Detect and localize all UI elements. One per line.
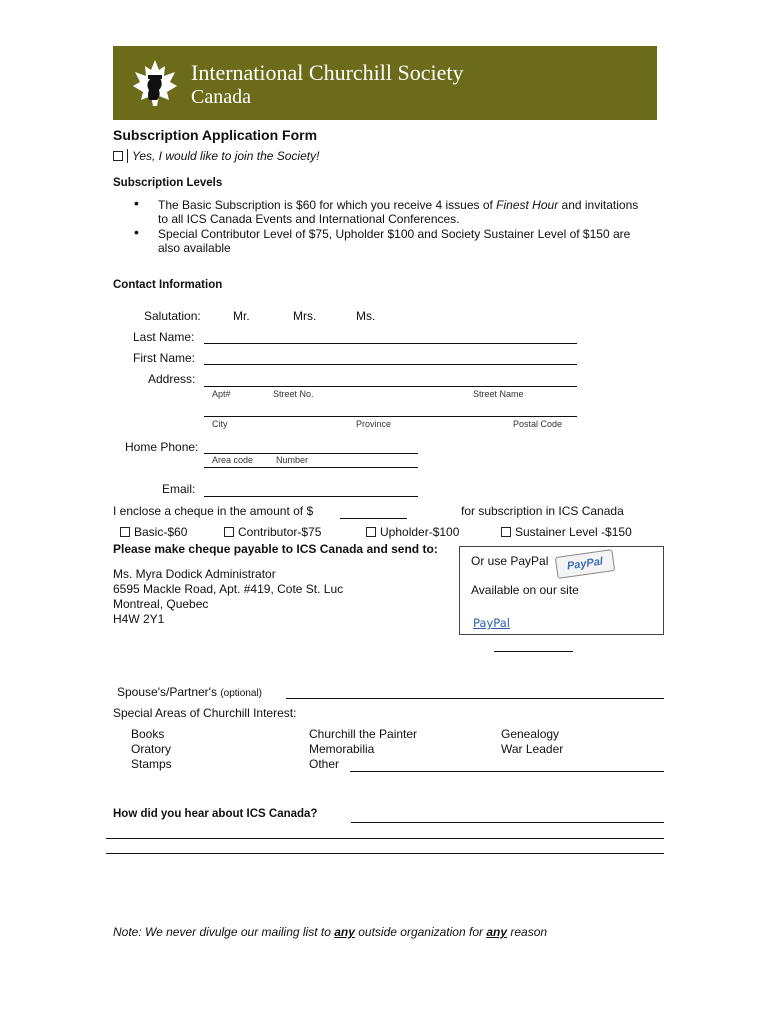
join-checkbox-row[interactable] bbox=[113, 149, 319, 163]
payable-instructions: Please make cheque payable to ICS Canada and send to: bbox=[113, 542, 438, 556]
apt-caption: Apt# bbox=[212, 389, 231, 399]
level-basic-line2: to all ICS Canada Events and International Conferences. bbox=[158, 212, 460, 226]
mailing-address-line: Ms. Myra Dodick Administrator bbox=[113, 567, 276, 581]
join-checkbox[interactable] bbox=[113, 151, 123, 161]
spouse-label: Spouse's/Partner's (optional) bbox=[117, 685, 263, 699]
paypal-box bbox=[459, 546, 664, 635]
province-caption: Province bbox=[356, 419, 392, 429]
salutation-ms[interactable]: Ms. bbox=[356, 309, 376, 323]
mailing-address-line: Montreal, Quebec bbox=[113, 597, 209, 611]
banner-title: International Churchill Society bbox=[191, 60, 464, 85]
level-special-line2: also available bbox=[158, 241, 231, 255]
first-name-field[interactable] bbox=[204, 364, 577, 365]
signature-line[interactable] bbox=[494, 651, 573, 652]
paypal-logo-icon: PayPal bbox=[555, 549, 615, 579]
address-street-field[interactable] bbox=[204, 386, 577, 387]
contact-heading: Contact Information bbox=[113, 279, 223, 291]
bullet-icon: • bbox=[134, 195, 139, 211]
interest-oratory[interactable]: Oratory bbox=[131, 742, 172, 756]
paypal-available-text: Available on our site bbox=[471, 583, 579, 597]
join-label: Yes, I would like to join the Society! bbox=[132, 149, 320, 163]
salutation-label: Salutation: bbox=[144, 309, 201, 323]
option-basic[interactable]: Basic-$60 bbox=[120, 525, 187, 539]
option-basic-checkbox[interactable] bbox=[120, 527, 130, 537]
hear-label: How did you hear about ICS Canada? bbox=[113, 808, 318, 820]
option-sustainer[interactable]: Sustainer Level -$150 bbox=[501, 525, 632, 539]
paypal-prompt: Or use PayPal bbox=[471, 554, 549, 568]
interest-books[interactable]: Books bbox=[131, 727, 165, 741]
option-sustainer-checkbox[interactable] bbox=[501, 527, 511, 537]
cheque-amount-field[interactable] bbox=[340, 518, 407, 519]
hear-field-line3[interactable] bbox=[106, 853, 664, 854]
interest-label: Special Areas of Churchill Interest: bbox=[113, 706, 297, 720]
first-name-label: First Name: bbox=[133, 351, 196, 365]
form-title: Subscription Application Form bbox=[113, 127, 318, 143]
option-upholder-checkbox[interactable] bbox=[366, 527, 376, 537]
interest-stamps[interactable]: Stamps bbox=[131, 757, 172, 771]
option-contributor[interactable]: Contributor-$75 bbox=[224, 525, 321, 539]
city-caption: City bbox=[212, 419, 228, 429]
banner-subtitle: Canada bbox=[191, 86, 251, 108]
home-phone-field[interactable] bbox=[204, 453, 418, 454]
privacy-note: Note: We never divulge our mailing list to any outside organization for any reason bbox=[113, 925, 548, 939]
mailing-address-line: H4W 2Y1 bbox=[113, 612, 165, 626]
number-caption: Number bbox=[276, 455, 309, 465]
mailing-address-line: 6595 Mackle Road, Apt. #419, Cote St. Luc bbox=[113, 582, 344, 596]
subscription-levels-heading: Subscription Levels bbox=[113, 177, 223, 189]
cheque-post-label: for subscription in ICS Canada bbox=[461, 504, 624, 518]
last-name-label: Last Name: bbox=[133, 330, 195, 344]
salutation-mrs[interactable]: Mrs. bbox=[293, 309, 317, 323]
interest-painter[interactable]: Churchill the Painter bbox=[309, 727, 418, 741]
address-label: Address: bbox=[148, 372, 196, 386]
email-label: Email: bbox=[162, 482, 196, 496]
hear-field-line2[interactable] bbox=[106, 838, 664, 839]
interest-war-leader[interactable]: War Leader bbox=[501, 742, 564, 756]
last-name-field[interactable] bbox=[204, 343, 577, 344]
street-no-caption: Street No. bbox=[273, 389, 314, 399]
option-contributor-checkbox[interactable] bbox=[224, 527, 234, 537]
paypal-link[interactable]: PayPal bbox=[473, 616, 510, 630]
header-banner bbox=[113, 46, 657, 120]
street-name-caption: Street Name bbox=[473, 389, 524, 399]
spouse-field[interactable] bbox=[286, 698, 664, 699]
address-city-field[interactable] bbox=[204, 416, 577, 417]
churchill-maple-leaf-logo bbox=[131, 58, 179, 108]
interest-genealogy[interactable]: Genealogy bbox=[501, 727, 560, 741]
interest-other-field[interactable] bbox=[350, 771, 664, 772]
level-special-line1: Special Contributor Level of $75, Upholder $100 and Society Sustainer Level of $150 are bbox=[158, 227, 631, 241]
level-basic-line1: The Basic Subscription is $60 for which you receive 4 issues of Finest Hour and invitations bbox=[158, 198, 639, 212]
postal-code-caption: Postal Code bbox=[513, 419, 563, 429]
salutation-mr[interactable]: Mr. bbox=[233, 309, 250, 323]
bullet-icon: • bbox=[134, 224, 139, 240]
hear-field[interactable] bbox=[351, 822, 664, 823]
option-upholder[interactable]: Upholder-$100 bbox=[366, 525, 459, 539]
area-code-caption: Area code bbox=[212, 455, 254, 465]
interest-memorabilia[interactable]: Memorabilia bbox=[309, 742, 375, 756]
cheque-amount-label: I enclose a cheque in the amount of $ bbox=[113, 504, 314, 518]
interest-other[interactable]: Other bbox=[309, 757, 340, 771]
email-field[interactable] bbox=[204, 496, 418, 497]
phone-underline bbox=[204, 467, 418, 468]
home-phone-label: Home Phone: bbox=[125, 440, 199, 454]
